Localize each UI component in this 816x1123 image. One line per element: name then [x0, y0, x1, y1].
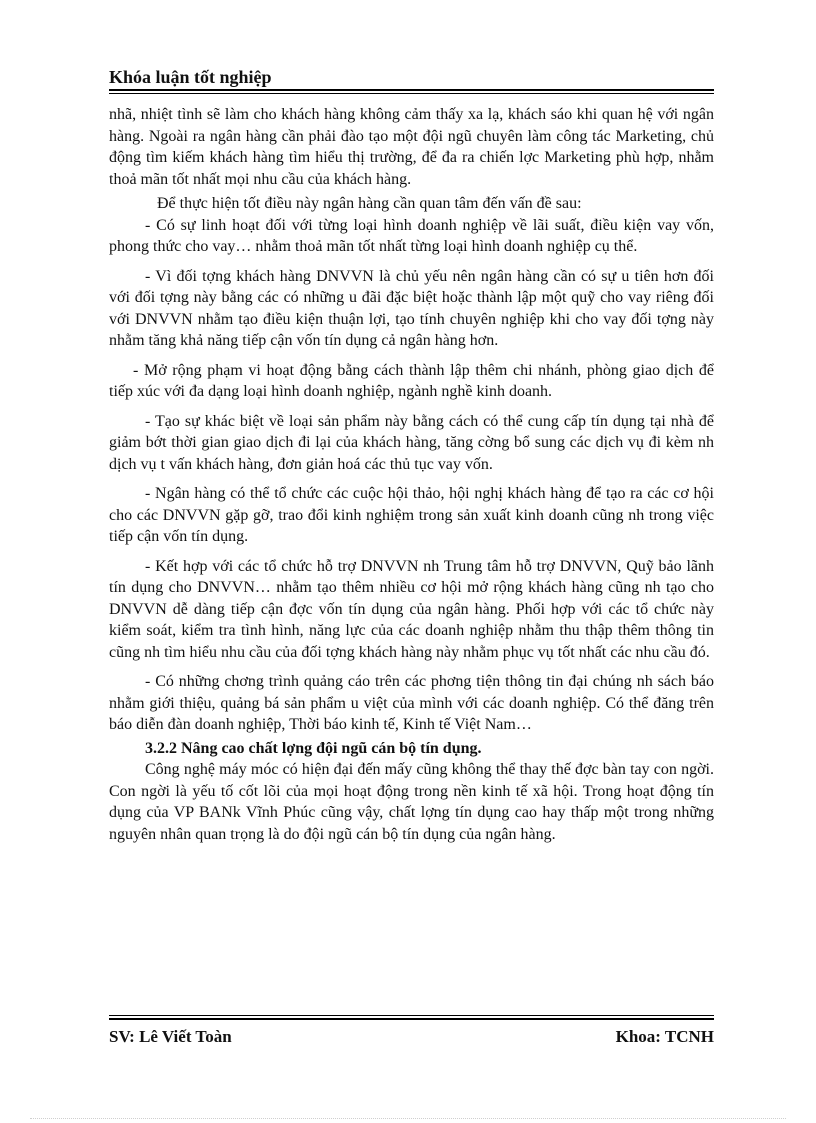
paragraph-continuation: nhã, nhiệt tình sẽ làm cho khách hàng không cảm thấy xa lạ, khách sáo khi quan hệ với ngân hàng. Ngoài ra ngân hàng cần phải đào tạo một đội ngũ chuyên làm công tác Marketing, chủ động tìm kiếm khách hàng tìm hiểu thị trường, để đa ra chiến lợc Marketing phù hợp, nhằm thoả mãn tốt nhất mọi nhu cầu của khách hàng.: [109, 106, 714, 188]
list-item-workshops: - Ngân hàng có thể tổ chức các cuộc hội thảo, hội nghị khách hàng để tạo ra các cơ hội cho các DNVVN gặp gỡ, trao đổi kinh nghiệm trong sản xuất kinh doanh cũng nh trong việc tiếp cận vốn tín dụng.: [109, 485, 714, 545]
page-edge-dotted: [30, 1118, 786, 1119]
footer-student: SV: Lê Viết Toàn: [109, 1027, 232, 1046]
list-item-priority: - Vì đối tợng khách hàng DNVVN là chủ yếu nên ngân hàng cần có sự u tiên hơn đối với đối tợng này bằng các có những u đãi đặc biệt hoặc thành lập một quỹ cho vay riêng đối với DNVVN nhằm tạo điều kiện thuận lợi, tạo tính chuyên nghiệp khi cho vay đối tợng này nhằm tăng khả năng tiếp cận vốn tín dụng cả ngân hàng hơn.: [109, 267, 714, 349]
document-title: Khóa luận tốt nghiệp: [109, 67, 272, 87]
header-rule-thin: [109, 93, 714, 94]
paragraph-intro: Để thực hiện tốt điều này ngân hàng cần quan tâm đến vấn đề sau:: [157, 195, 582, 212]
page-header: [109, 66, 714, 94]
footer-faculty: Khoa: TCNH: [615, 1027, 714, 1046]
list-item-expansion: - Mở rộng phạm vi hoạt động bằng cách thành lập thêm chi nhánh, phòng giao dịch để tiếp xúc với đa dạng loại hình doanh nghiệp, ngành nghề kinh doanh.: [109, 361, 714, 400]
list-item-flexibility: - Có sự linh hoạt đối với từng loại hình doanh nghiệp về lãi suất, điều kiện vay vốn, phong thức cho vay… nhằm thoả mãn tốt nhất từng loại hình doanh nghiệp cụ thể.: [109, 216, 714, 255]
body-content: [109, 104, 714, 845]
list-item-advertising: - Có những chơng trình quảng cáo trên các phơng tiện thông tin đại chúng nh sách báo nhằm giới thiệu, quảng bá sản phẩm u việt của mình với các doanh nghiệp. Có thể đăng trên báo diễn đàn doanh nghiệp, Thời báo kinh tế, Kinh tế Việt Nam…: [109, 673, 714, 733]
footer-rule-thick: [109, 1018, 714, 1020]
list-item-differentiation: - Tạo sự khác biệt về loại sản phẩm này bằng cách có thể cung cấp tín dụng tại nhà để giảm bớt thời gian giao dịch đi lại của khách hàng, tăng cờng bổ sung các dịch vụ đi kèm nh dịch vụ t vấn khách hàng, đơn giản hoá các thủ tục vay vốn.: [109, 412, 714, 473]
section-paragraph: Công nghệ máy móc có hiện đại đến mấy cũng không thể thay thế đợc bàn tay con ngời. Con ngời là yếu tố cốt lõi của mọi hoạt động trong nền kinh tế xã hội. Trong hoạt động tín dụng của VP BANk Vĩnh Phúc cũng vậy, chất lợng tín dụng cao hay thấp một trong những nguyên nhân quan trọng là do đội ngũ cán bộ tín dụng của ngân hàng.: [109, 761, 714, 843]
header-rule-thick: [109, 89, 714, 91]
page-footer: [109, 1015, 714, 1047]
section-heading: 3.2.2 Nâng cao chất lợng đội ngũ cán bộ tín dụng.: [145, 739, 482, 757]
list-item-partnerships: - Kết hợp với các tổ chức hỗ trợ DNVVN nh Trung tâm hỗ trợ DNVVN, Quỹ bảo lãnh tín dụng cho DNVVN… nhằm tạo thêm nhiều cơ hội mở rộng khách hàng cũng nh tạo cho DNVVN dễ dàng tiếp cận đợc vốn tín dụng của ngân hàng. Phối hợp với các tổ chức này kiểm soát, kiểm tra tình hình, năng lực của các doanh nghiệp nhằm thu thập thêm thông tin cũng nh tìm hiểu nhu cầu của đối tợng khách hàng này nhằm phục vụ tốt nhất các nhu cầu đó.: [109, 557, 714, 661]
footer-rule-thin: [109, 1015, 714, 1016]
